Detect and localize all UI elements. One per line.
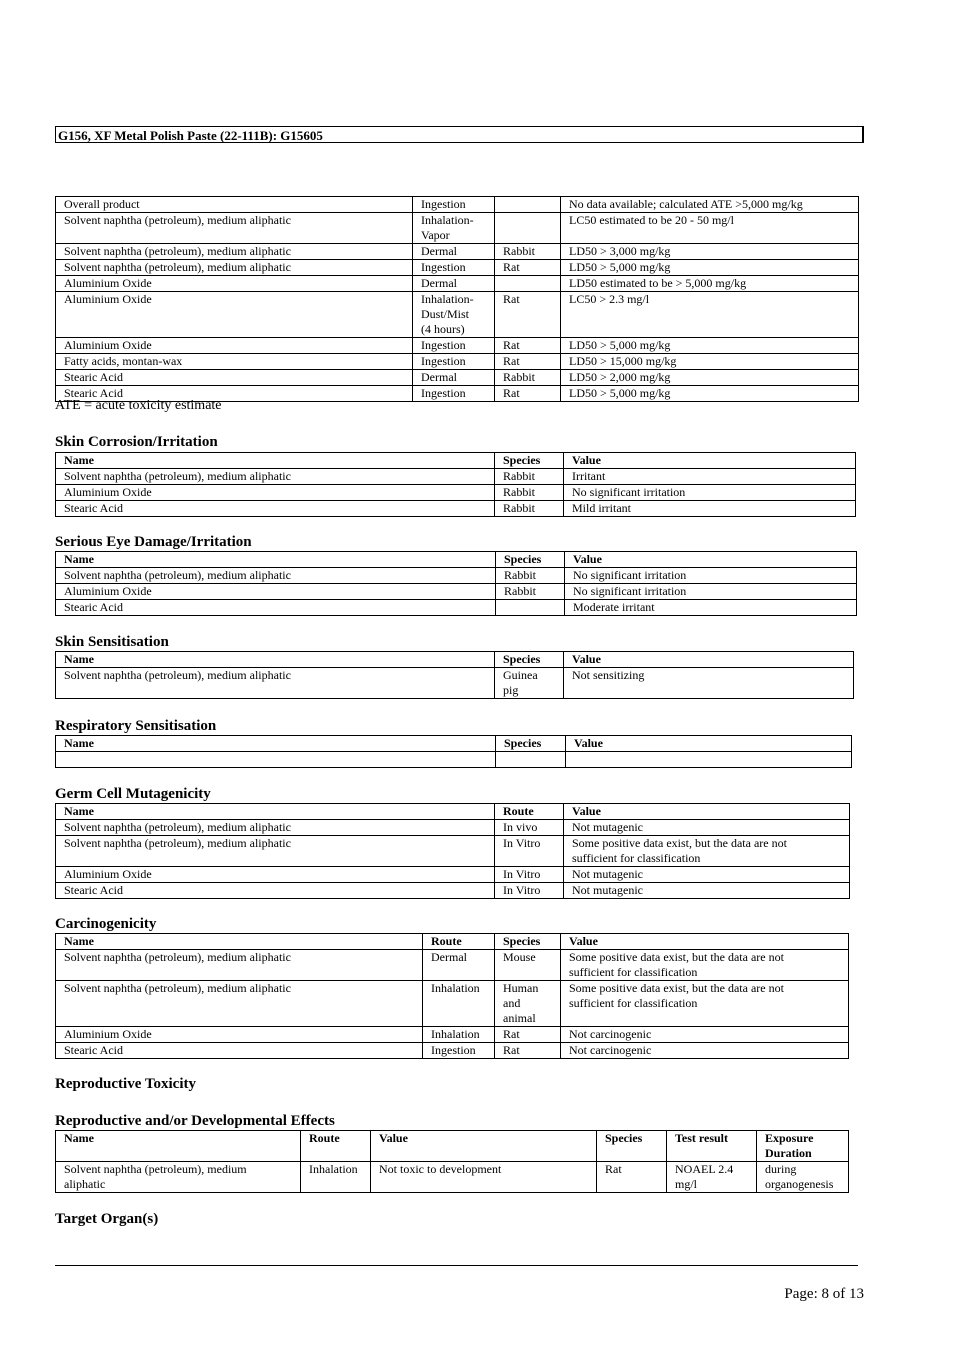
table-header-row [56,453,856,469]
table-cell: Not toxic to development [371,1162,597,1193]
column-header: Species [495,934,561,950]
table-cell [566,752,852,768]
table-cell: Solvent naphtha (petroleum), medium aliphatic [56,668,495,699]
table-cell [56,752,496,768]
table-cell: Ingestion [413,354,495,370]
table-row [56,950,849,981]
table-row [56,883,850,899]
column-header: Species [496,736,566,752]
table-cell: Inhalation [423,981,495,1027]
table-row [56,213,859,244]
carcinogenicity-table [55,933,849,1059]
column-header: Value [564,652,854,668]
column-header: Route [301,1131,371,1162]
table-row [56,354,859,370]
table-cell: LD50 > 15,000 mg/kg [561,354,859,370]
column-header: Species [495,652,564,668]
table-cell: Rat [495,386,561,402]
table-cell: Human and animal [495,981,561,1027]
table-cell: NOAEL 2.4 mg/l [667,1162,757,1193]
table-cell: Ingestion [413,386,495,402]
table-row [56,1027,849,1043]
table-cell: Solvent naphtha (petroleum), medium aliphatic [56,213,413,244]
skin-corrosion-table [55,452,856,517]
germ-cell-title: Germ Cell Mutagenicity [55,786,211,802]
column-header: Species [496,552,565,568]
table-cell: Some positive data exist, but the data are not sufficient for classification [561,981,849,1027]
column-header: Name [56,934,423,950]
table-cell: In Vitro [495,867,564,883]
document-header: G156, XF Metal Polish Paste (22-111B): G15605 [55,126,864,143]
table-cell: No significant irritation [564,485,856,501]
table-header-row [56,804,850,820]
table-cell: Aluminium Oxide [56,1027,423,1043]
table-row [56,836,850,867]
table-row [56,820,850,836]
table-row [56,1162,849,1193]
table-row [56,485,856,501]
table-cell: Dermal [413,244,495,260]
table-cell: Overall product [56,197,413,213]
table-cell: Rabbit [495,370,561,386]
reproductive-toxicity-title: Reproductive Toxicity [55,1076,196,1092]
column-header: Value [566,736,852,752]
table-cell: Rabbit [495,469,564,485]
column-header: Species [597,1131,667,1162]
table-header-row [56,652,854,668]
table-cell: Aluminium Oxide [56,276,413,292]
respiratory-sensitisation-table [55,735,852,768]
table-row [56,260,859,276]
column-header: Exposure Duration [757,1131,849,1162]
table-cell: Not carcinogenic [561,1027,849,1043]
table-row [56,244,859,260]
table-cell: Solvent naphtha (petroleum), medium aliphatic [56,469,495,485]
table-cell: Rabbit [496,584,565,600]
column-header: Name [56,804,495,820]
table-header-row [56,552,857,568]
table-cell: Mouse [495,950,561,981]
table-cell: Mild irritant [564,501,856,517]
table-cell: Rabbit [495,485,564,501]
table-cell: Rabbit [496,568,565,584]
table-cell [496,752,566,768]
table-cell: Fatty acids, montan-wax [56,354,413,370]
table-cell: LD50 > 5,000 mg/kg [561,338,859,354]
column-header: Value [561,934,849,950]
respiratory-sensitisation-title: Respiratory Sensitisation [55,718,217,734]
table-cell: Rabbit [495,501,564,517]
skin-sensitisation-title: Skin Sensitisation [55,634,169,650]
column-header: Name [56,453,495,469]
eye-damage-table [55,551,857,616]
table-cell: In Vitro [495,836,564,867]
table-row [56,668,854,699]
table-row [56,568,857,584]
column-header: Value [565,552,857,568]
table-row [56,981,849,1027]
table-row [56,469,856,485]
table-cell: Stearic Acid [56,501,495,517]
table-cell: Rat [495,354,561,370]
table-cell: LC50 > 2.3 mg/l [561,292,859,338]
table-row [56,197,859,213]
table-header-row [56,934,849,950]
table-cell [495,213,561,244]
table-cell: Aluminium Oxide [56,867,495,883]
table-cell: Ingestion [423,1043,495,1059]
column-header: Route [495,804,564,820]
table-cell: Some positive data exist, but the data are not sufficient for classification [564,836,850,867]
table-cell: Dermal [413,276,495,292]
column-header: Name [56,652,495,668]
table-cell: Stearic Acid [56,600,496,616]
table-cell: LD50 > 5,000 mg/kg [561,386,859,402]
column-header: Value [564,453,856,469]
table-cell: Dermal [423,950,495,981]
table-cell: No significant irritation [565,584,857,600]
developmental-effects-title: Reproductive and/or Developmental Effects [55,1113,335,1129]
table-cell: Rat [597,1162,667,1193]
table-cell: Solvent naphtha (petroleum), medium aliphatic [56,950,423,981]
table-cell: Not sensitizing [564,668,854,699]
column-header: Value [564,804,850,820]
table-cell: Solvent naphtha (petroleum), medium aliphatic [56,260,413,276]
column-header: Value [371,1131,597,1162]
table-cell: Rat [495,260,561,276]
acute-toxicity-table [55,196,859,402]
column-header: Route [423,934,495,950]
table-cell: Inhalation- Dust/Mist (4 hours) [413,292,495,338]
column-header: Name [56,736,496,752]
table-cell: LD50 > 2,000 mg/kg [561,370,859,386]
table-row [56,338,859,354]
table-cell: Solvent naphtha (petroleum), medium aliphatic [56,1162,301,1193]
table-cell: Stearic Acid [56,883,495,899]
table-cell: Not carcinogenic [561,1043,849,1059]
table-cell: In Vitro [495,883,564,899]
table-cell: Irritant [564,469,856,485]
table-cell: Ingestion [413,197,495,213]
table-cell: Ingestion [413,260,495,276]
table-cell: Dermal [413,370,495,386]
table-row [56,867,850,883]
developmental-effects-table [55,1130,849,1193]
column-header: Species [495,453,564,469]
table-cell: Moderate irritant [565,600,857,616]
table-cell: Rat [495,1043,561,1059]
page-number: Page: 8 of 13 [784,1286,864,1302]
table-cell: LD50 > 3,000 mg/kg [561,244,859,260]
table-cell [496,600,565,616]
column-header: Name [56,1131,301,1162]
table-cell: LC50 estimated to be 20 - 50 mg/l [561,213,859,244]
table-cell: Solvent naphtha (petroleum), medium aliphatic [56,244,413,260]
table-cell: LD50 > 5,000 mg/kg [561,260,859,276]
table-cell: during organogenesis [757,1162,849,1193]
target-organs-title: Target Organ(s) [55,1211,159,1227]
table-cell: Inhalation [423,1027,495,1043]
table-row [56,1043,849,1059]
carcinogenicity-title: Carcinogenicity [55,916,157,932]
table-cell: Rabbit [495,244,561,260]
table-row [56,752,852,768]
skin-sensitisation-table [55,651,854,699]
table-cell: Some positive data exist, but the data are not sufficient for classification [561,950,849,981]
table-row [56,501,856,517]
germ-cell-table [55,803,850,899]
table-row [56,292,859,338]
footer-divider [55,1265,858,1266]
table-cell: Solvent naphtha (petroleum), medium aliphatic [56,981,423,1027]
table-cell: Stearic Acid [56,370,413,386]
table-cell: Inhalation- Vapor [413,213,495,244]
table-cell: Rat [495,292,561,338]
table-cell: Aluminium Oxide [56,584,496,600]
table-cell: Solvent naphtha (petroleum), medium aliphatic [56,568,496,584]
table-cell: Stearic Acid [56,1043,423,1059]
table-header-row [56,1131,849,1162]
table-header-row [56,736,852,752]
table-cell: Solvent naphtha (petroleum), medium aliphatic [56,836,495,867]
table-cell: Rat [495,1027,561,1043]
table-row [56,584,857,600]
column-header: Test result [667,1131,757,1162]
table-cell: Aluminium Oxide [56,485,495,501]
table-cell: No significant irritation [565,568,857,584]
table-cell: Rat [495,338,561,354]
table-cell: Ingestion [413,338,495,354]
table-row [56,276,859,292]
table-cell: In vivo [495,820,564,836]
table-cell: Stearic Acid [56,386,413,402]
table-cell: Aluminium Oxide [56,338,413,354]
table-cell: Solvent naphtha (petroleum), medium aliphatic [56,820,495,836]
table-cell: Not mutagenic [564,820,850,836]
skin-corrosion-title: Skin Corrosion/Irritation [55,434,218,450]
table-cell [495,197,561,213]
table-cell: Aluminium Oxide [56,292,413,338]
table-row [56,600,857,616]
table-cell: Not mutagenic [564,867,850,883]
table-cell [495,276,561,292]
eye-damage-title: Serious Eye Damage/Irritation [55,534,252,550]
table-cell: Guinea pig [495,668,564,699]
table-cell: Not mutagenic [564,883,850,899]
column-header: Name [56,552,496,568]
ate-note: ATE = acute toxicity estimate [55,398,222,413]
table-cell: LD50 estimated to be > 5,000 mg/kg [561,276,859,292]
table-cell: Inhalation [301,1162,371,1193]
table-row [56,370,859,386]
table-cell: No data available; calculated ATE >5,000 mg/kg [561,197,859,213]
